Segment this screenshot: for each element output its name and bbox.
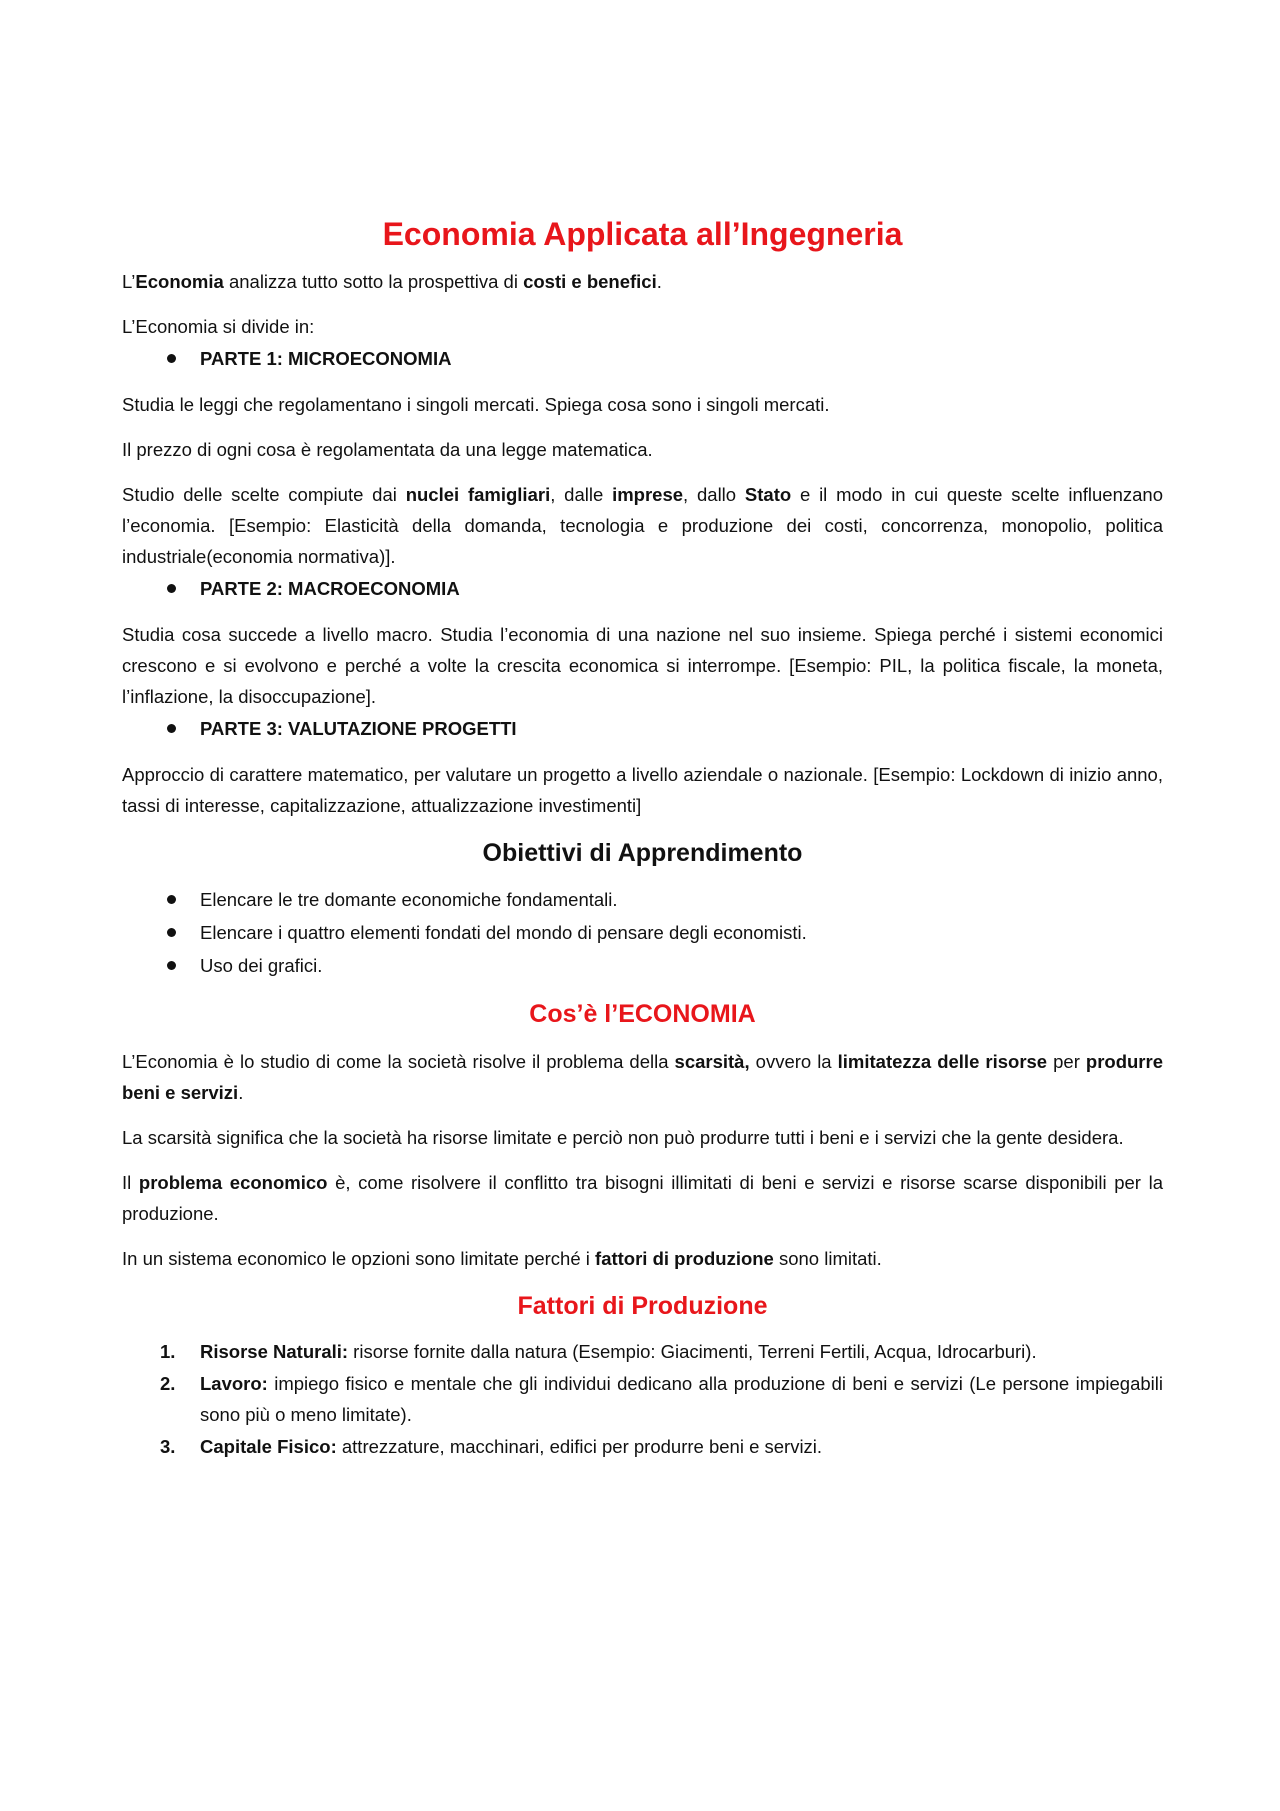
part-heading-text: PARTE 1: MICROECONOMIA <box>200 348 452 369</box>
text-run: L’ <box>122 271 136 292</box>
bold-term: produrre beni e servizi <box>122 1051 1163 1103</box>
list-number: 2. <box>160 1373 176 1394</box>
objective-text: Uso dei grafici. <box>200 955 323 976</box>
text-run: In un sistema economico le opzioni sono limitate perché i <box>122 1248 596 1269</box>
objective-item <box>122 883 1163 916</box>
document-page <box>122 212 1163 1463</box>
text-run: L’Economia è lo studio di come la società risolve il problema della <box>122 1051 675 1072</box>
factor-item <box>122 1368 1163 1430</box>
part1-paragraph-2: Il prezzo di ogni cosa è regolamentata da una legge matematica. <box>122 439 653 460</box>
bold-term: Economia <box>135 271 224 292</box>
intro-paragraph <box>122 266 1163 297</box>
part3-list <box>122 712 1163 745</box>
economia-paragraph-4 <box>122 1243 1163 1274</box>
text-run: , dallo <box>683 484 745 505</box>
factors-list <box>122 1336 1163 1462</box>
objective-item <box>122 949 1163 982</box>
factor-label: Lavoro: <box>200 1373 268 1394</box>
objective-text: Elencare le tre domante economiche fondamentali. <box>200 889 618 910</box>
bullet-icon <box>167 895 176 904</box>
objectives-heading: Obiettivi di Apprendimento <box>482 839 803 867</box>
text-run: è, come risolvere il conflitto tra bisogni illimitati di beni e servizi e risorse scarse disponibili per la produzione. <box>122 1172 1163 1224</box>
objective-text: Elencare i quattro elementi fondati del mondo di pensare degli economisti. <box>200 922 807 943</box>
bold-term: nuclei famigliari <box>405 484 551 505</box>
text-run: Il <box>122 1172 139 1193</box>
text-run: e il modo in cui queste scelte influenzano l’economia. [Esempio: Elasticità della domanda, tecnologia e produzione dei costi, concorrenza, monopolio, politica industriale(economia normativa)]. <box>122 484 1163 567</box>
bullet-icon <box>167 354 176 363</box>
bold-term: scarsità, <box>674 1051 750 1072</box>
bullet-icon <box>167 928 176 937</box>
factor-label: Capitale Fisico: <box>200 1436 337 1457</box>
objective-item <box>122 916 1163 949</box>
part2-heading <box>122 572 1163 605</box>
bold-term: costi e benefici <box>523 271 657 292</box>
bullet-icon <box>167 961 176 970</box>
text-run: ovvero la <box>749 1051 838 1072</box>
document-title: Economia Applicata all’Ingegneria <box>382 216 903 252</box>
economia-paragraph-1 <box>122 1046 1163 1108</box>
list-number: 3. <box>160 1436 176 1457</box>
part2-paragraph: Studia cosa succede a livello macro. Studia l’economia di una nazione nel suo insieme. Spiega perché i sistemi economici crescono e si evolvono e perché a volte la crescita economica si interrompe. [Esempio: PIL, la politica fiscale, la moneta, l’inflazione, la disoccupazione]. <box>122 624 1163 707</box>
bullet-icon <box>167 724 176 733</box>
bold-term: fattori di produzione <box>595 1248 774 1269</box>
part1-heading <box>122 342 1163 375</box>
part3-paragraph: Approccio di carattere matematico, per valutare un progetto a livello aziendale o nazionale. [Esempio: Lockdown di inizio anno, tassi di interesse, capitalizzazione, attualizzazione investimenti] <box>122 764 1163 816</box>
factor-label: Risorse Naturali: <box>200 1341 349 1362</box>
factors-heading: Fattori di Produzione <box>517 1292 768 1320</box>
bold-term: problema economico <box>138 1172 328 1193</box>
factor-text: risorse fornite dalla natura (Esempio: Giacimenti, Terreni Fertili, Acqua, Idrocarburi). <box>348 1341 1037 1362</box>
part1-list <box>122 342 1163 375</box>
part-heading-text: PARTE 3: VALUTAZIONE PROGETTI <box>200 718 517 739</box>
factor-text: attrezzature, macchinari, edifici per produrre beni e servizi. <box>336 1436 823 1457</box>
objectives-list <box>122 883 1163 982</box>
text-run: analizza tutto sotto la prospettiva di <box>223 271 524 292</box>
text-run: Studio delle scelte compiute dai <box>122 484 406 505</box>
text-run: . <box>656 271 662 292</box>
part2-list <box>122 572 1163 605</box>
text-run: . <box>238 1082 244 1103</box>
list-number: 1. <box>160 1341 176 1362</box>
factor-item <box>122 1431 1163 1462</box>
economia-paragraph-2: La scarsità significa che la società ha risorse limitate e perciò non può produrre tutti i beni e i servizi che la gente desidera. <box>122 1127 1124 1148</box>
text-run: per <box>1047 1051 1086 1072</box>
text-run: sono limitati. <box>773 1248 882 1269</box>
bullet-icon <box>167 584 176 593</box>
economia-paragraph-3 <box>122 1167 1163 1229</box>
economia-heading: Cos’è l’ECONOMIA <box>529 1000 756 1028</box>
bold-term: imprese <box>612 484 684 505</box>
factor-text: impiego fisico e mentale che gli individui dedicano alla produzione di beni e servizi (Le persone impiegabili sono più o meno limitate). <box>200 1373 1163 1425</box>
text-run: , dalle <box>550 484 613 505</box>
part3-heading <box>122 712 1163 745</box>
part1-paragraph-1: Studia le leggi che regolamentano i singoli mercati. Spiega cosa sono i singoli mercati. <box>122 394 830 415</box>
intro-division-paragraph: L’Economia si divide in: <box>122 316 315 337</box>
bold-term: Stato <box>744 484 792 505</box>
bold-term: limitatezza delle risorse <box>837 1051 1048 1072</box>
part1-paragraph-3 <box>122 479 1163 572</box>
factor-item <box>122 1336 1163 1367</box>
part-heading-text: PARTE 2: MACROECONOMIA <box>200 578 460 599</box>
